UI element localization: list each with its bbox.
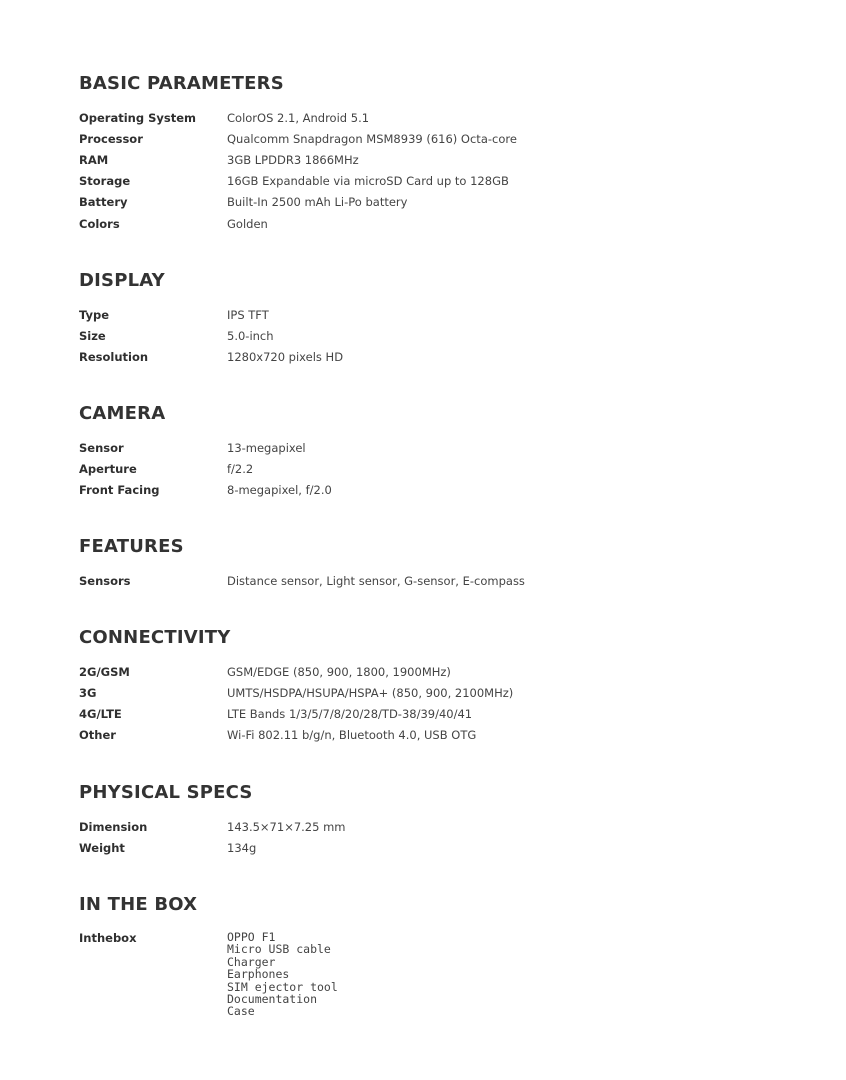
spec-row	[79, 931, 779, 1018]
spec-row	[79, 816, 779, 837]
spec-row	[79, 437, 779, 458]
spec-value: 134g	[227, 840, 257, 855]
section-basic-parameters	[79, 73, 779, 234]
list-item: Case	[227, 1004, 255, 1019]
spec-row	[79, 725, 779, 746]
spec-label: Colors	[79, 216, 120, 231]
spec-label: 4G/LTE	[79, 706, 122, 721]
spec-value: UMTS/HSDPA/HSUPA/HSPA+ (850, 900, 2100MHz)	[227, 685, 514, 700]
spec-row	[79, 171, 779, 192]
spec-label: Inthebox	[79, 931, 137, 945]
list-item: Documentation	[227, 992, 318, 1007]
spec-row	[79, 213, 779, 234]
spec-label: Type	[79, 307, 110, 322]
spec-row	[79, 570, 779, 591]
section-title: CAMERA	[79, 403, 166, 424]
list-item: Earphones	[227, 967, 290, 982]
spec-label: 3G	[79, 685, 97, 700]
spec-label: Aperture	[79, 461, 137, 476]
spec-list	[79, 107, 779, 234]
spec-label: Operating System	[79, 110, 197, 125]
spec-label: Processor	[79, 131, 143, 146]
list-item: Charger	[227, 954, 276, 969]
spec-label: Front Facing	[79, 482, 160, 497]
spec-value: 1280x720 pixels HD	[227, 349, 344, 364]
spec-value: 16GB Expandable via microSD Card up to 128GB	[227, 174, 509, 189]
section-title: FEATURES	[79, 536, 184, 557]
section-title: PHYSICAL SPECS	[79, 782, 253, 803]
spec-row	[79, 128, 779, 149]
spec-value: Qualcomm Snapdragon MSM8939 (616) Octa-core	[227, 131, 517, 146]
section-in-the-box	[79, 894, 779, 1018]
spec-label: Other	[79, 728, 116, 743]
spec-label: Resolution	[79, 349, 149, 364]
spec-row	[79, 703, 779, 724]
spec-value: Built-In 2500 mAh Li-Po battery	[227, 195, 408, 210]
section-camera	[79, 403, 779, 501]
section-display	[79, 270, 779, 368]
spec-value: 5.0-inch	[227, 328, 274, 343]
section-physical-specs	[79, 782, 779, 858]
list-item: OPPO F1	[227, 930, 276, 944]
spec-label: RAM	[79, 152, 109, 167]
spec-row	[79, 458, 779, 479]
section-features	[79, 536, 779, 591]
spec-label: Weight	[79, 840, 125, 855]
spec-label: Sensors	[79, 573, 131, 588]
spec-row	[79, 682, 779, 703]
spec-label: Battery	[79, 195, 128, 210]
spec-label: Storage	[79, 174, 131, 189]
spec-list	[79, 437, 779, 501]
spec-value: Distance sensor, Light sensor, G-sensor, E-compass	[227, 573, 525, 588]
spec-row	[79, 661, 779, 682]
spec-label: Dimension	[79, 819, 148, 834]
section-title: CONNECTIVITY	[79, 627, 231, 648]
spec-list	[79, 570, 779, 591]
spec-row	[79, 346, 779, 367]
spec-row	[79, 192, 779, 213]
list-item: SIM ejector tool	[227, 979, 338, 994]
spec-value: 3GB LPDDR3 1866MHz	[227, 152, 359, 167]
section-connectivity	[79, 627, 779, 746]
spec-value: ColorOS 2.1, Android 5.1	[227, 110, 370, 125]
spec-row	[79, 479, 779, 500]
spec-row	[79, 837, 779, 858]
spec-value: Golden	[227, 216, 268, 231]
section-title: BASIC PARAMETERS	[79, 73, 284, 94]
spec-value: LTE Bands 1/3/5/7/8/20/28/TD-38/39/40/41	[227, 706, 473, 721]
spec-value: 8-megapixel, f/2.0	[227, 482, 332, 497]
spec-label: Size	[79, 328, 106, 343]
spec-row	[79, 107, 779, 128]
section-title: IN THE BOX	[79, 894, 198, 915]
spec-list	[79, 661, 779, 746]
spec-row	[79, 149, 779, 170]
spec-label: Sensor	[79, 440, 124, 455]
spec-value: Wi-Fi 802.11 b/g/n, Bluetooth 4.0, USB OTG	[227, 728, 477, 743]
section-title: DISPLAY	[79, 270, 165, 291]
list-item: Micro USB cable	[227, 942, 331, 957]
spec-value: 13-megapixel	[227, 440, 306, 455]
spec-row	[79, 304, 779, 325]
spec-value: 143.5×71×7.25 mm	[227, 819, 346, 834]
spec-row	[79, 325, 779, 346]
spec-value: IPS TFT	[227, 307, 269, 322]
spec-value: GSM/EDGE (850, 900, 1800, 1900MHz)	[227, 664, 451, 679]
spec-label: 2G/GSM	[79, 664, 130, 679]
box-contents-list	[227, 931, 338, 1018]
spec-list	[79, 816, 779, 858]
spec-list	[79, 304, 779, 368]
spec-value: f/2.2	[227, 461, 254, 476]
